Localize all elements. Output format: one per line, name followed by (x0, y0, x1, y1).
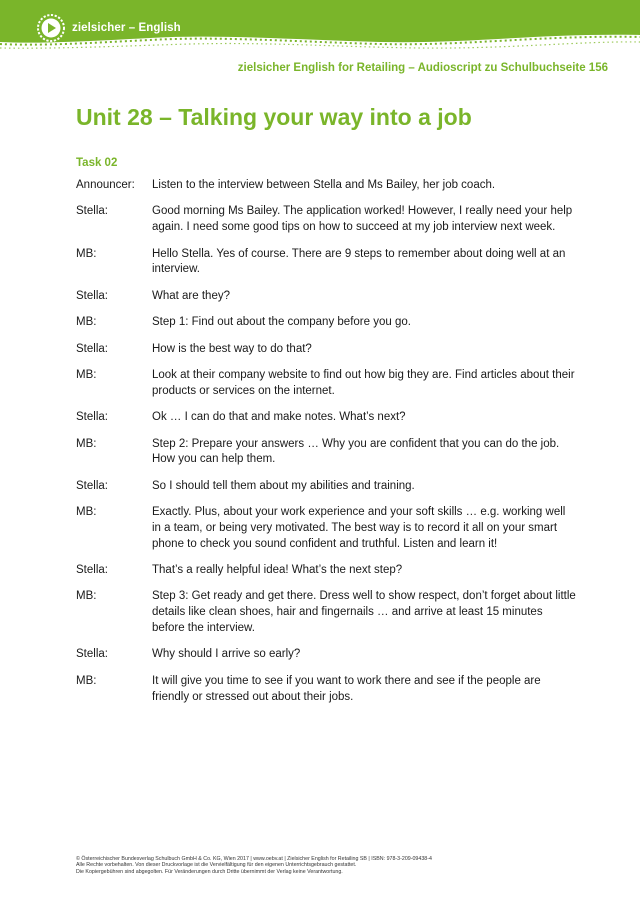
speaker-label: MB: (76, 590, 97, 603)
dialogue-line (76, 289, 576, 305)
dialogue-line (76, 342, 576, 358)
speech-text: Step 3: Get ready and get there. Dress well to show respect, don’t forget about little details like clean shoes, hair and fingernails … and arrive at least 15 minutes before the interview. (152, 590, 576, 635)
brand-logo (36, 13, 181, 43)
speaker-label: Stella: (76, 564, 108, 577)
speaker-label: Announcer: (76, 179, 135, 191)
speaker-label: Stella: (76, 411, 108, 424)
speech-text: Why should I arrive so early? (152, 648, 301, 661)
speech-text: What are they? (152, 289, 230, 302)
dialogue-line (76, 437, 576, 469)
speaker-label: MB: (76, 506, 97, 519)
speaker-label: Stella: (76, 205, 108, 218)
speech-text: Ok … I can do that and make notes. What’s next? (152, 411, 406, 424)
speaker-label: MB: (76, 437, 97, 450)
task-label: Task 02 (76, 157, 118, 169)
speech-text: Step 1: Find out about the company before you go. (152, 316, 411, 329)
dialogue-line (76, 410, 576, 426)
page-title: Unit 28 – Talking your way into a job (76, 104, 472, 130)
dialogue-line (76, 563, 576, 579)
speaker-label: Stella: (76, 648, 108, 661)
dialogue-line (76, 674, 576, 706)
footer (76, 856, 596, 875)
speech-text: Look at their company website to find out how big they are. Find articles about their products or services on the internet. (152, 368, 575, 397)
speaker-label: Stella: (76, 289, 108, 302)
speech-text: So I should tell them about my abilities and training. (152, 479, 415, 492)
dialogue-line (76, 479, 576, 495)
speech-text: How is the best way to do that? (152, 342, 312, 355)
dialogue (76, 178, 576, 716)
footer-rights: Alle Rechte vorbehalten. Von dieser Druckvorlage ist die Vervielfältigung für den eigenen Unterrichtsgebrauch gestattet. (76, 862, 357, 869)
speech-text: Listen to the interview between Stella and Ms Bailey, her job coach. (152, 179, 496, 191)
speech-text: Good morning Ms Bailey. The application worked! However, I really need your help again. I need some good tips on how to succeed at my job interview next week. (152, 205, 573, 234)
speech-text: It will give you time to see if you want to work there and see if the people are friendly or stressed out about their jobs. (152, 674, 541, 703)
speaker-label: MB: (76, 368, 97, 381)
footer-copyright: © Österreichischer Bundesverlag Schulbuch GmbH & Co. KG, Wien 2017 | www.oebv.at | Zielsicher English for Retailing SB | ISBN: 978-3-209-09438-4 (76, 856, 432, 862)
dialogue-line (76, 368, 576, 400)
dialogue-line (76, 589, 576, 636)
speaker-label: MB: (76, 247, 97, 260)
dialogue-line (76, 247, 576, 279)
speaker-label: MB: (76, 316, 97, 329)
speaker-label: Stella: (76, 342, 108, 355)
speech-text: Exactly. Plus, about your work experience and your soft skills … e.g. working well in a team, or being very motivated. The best way is to record it all on your smart phone to check you sound confident and truthful. Listen and learn it! (152, 506, 566, 550)
page-subtitle: zielsicher English for Retailing – Audioscript zu Schulbuchseite 156 (237, 62, 608, 74)
dialogue-line (76, 647, 576, 663)
speech-text: That’s a really helpful idea! What’s the next step? (152, 564, 403, 577)
play-icon (36, 13, 66, 43)
brand-name: zielsicher – English (72, 22, 181, 34)
footer-fees: Die Kopiergebühren sind abgegolten. Für Veränderungen durch Dritte übernimmt der Verlag keine Verantwortung. (76, 868, 343, 875)
dialogue-line (76, 315, 576, 331)
dialogue-line (76, 204, 576, 236)
dialogue-line (76, 178, 576, 194)
speech-text: Step 2: Prepare your answers … Why you are confident that you can do the job. How you can help them. (152, 437, 560, 466)
speech-text: Hello Stella. Yes of course. There are 9 steps to remember about doing well at an interview. (152, 247, 566, 276)
speaker-label: MB: (76, 674, 97, 687)
dialogue-line (76, 505, 576, 552)
speaker-label: Stella: (76, 479, 108, 492)
